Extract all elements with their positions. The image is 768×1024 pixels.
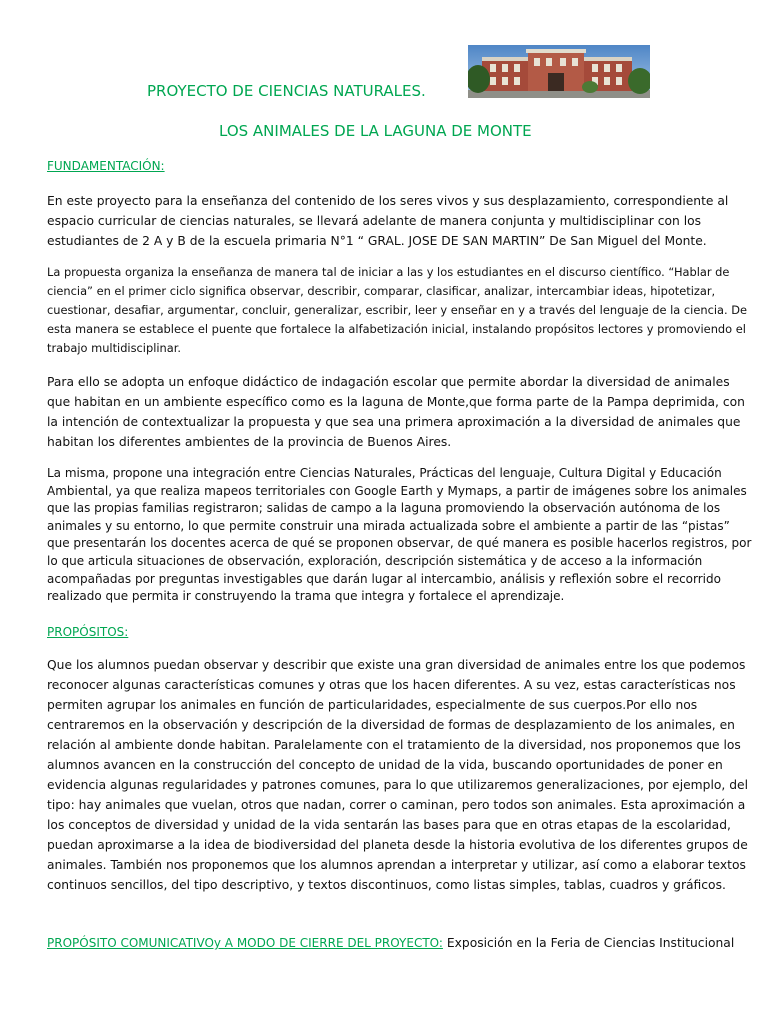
section-heading-cierre: PROPÓSITO COMUNICATIVOy A MODO DE CIERRE DEL PROYECTO:	[47, 936, 443, 950]
section-heading-fundamentacion: FUNDAMENTACIÓN:	[47, 159, 165, 173]
project-title: PROYECTO DE CIENCIAS NATURALES.	[147, 82, 426, 100]
cierre-text: Exposición en la Feria de Ciencias Institucional	[442, 936, 735, 950]
school-building-photo	[468, 45, 650, 98]
fundamentacion-paragraph-4: La misma, propone una integración entre Ciencias Naturales, Prácticas del lenguaje, Cultura Digital y Educación Ambiental, ya que realiza mapeos territoriales con Google Earth y Mymaps, a partir de imágenes sobre los animales que las propias familias registraron; salidas de campo a la laguna promoviendo la observación autónoma de los animales y su entorno, lo que permite construir una mirada actualizada sobre el ambiente a partir de las “pistas” que presentarán los docentes acerca de qué se proponen observar, de qué manera es posible hacerlos registros, por lo que articula situaciones de observación, exploración, descripción sistemática y de acceso a la información acompañadas por preguntas investigables que darán lugar al intercambio, análisis y reflexión sobre el recorrido realizado que permita ir construyendo la trama que integra y fortalece el aprendizaje.	[47, 466, 752, 604]
project-subtitle: LOS ANIMALES DE LA LAGUNA DE MONTE	[219, 122, 532, 140]
school-building-image	[468, 45, 650, 98]
fundamentacion-paragraph-1: En este proyecto para la enseñanza del contenido de los seres vivos y sus desplazamiento, correspondiente al espacio curricular de ciencias naturales, se llevará adelante de manera conjunta y multidisciplinar con los estudiantes de 2 A y B de la escuela primaria N°1 “ GRAL. JOSE DE SAN MARTIN” De San Miguel del Monte.	[47, 194, 729, 248]
section-heading-propositos: PROPÓSITOS:	[47, 625, 129, 639]
fundamentacion-paragraph-2: La propuesta organiza la enseñanza de manera tal de iniciar a las y los estudiantes en el discurso científico. “Hablar de ciencia” en el primer ciclo significa observar, describir, comparar, clasificar, analizar, intercambiar ideas, hipotetizar, cuestionar, desafiar, argumentar, concluir, generalizar, escribir, leer y enseñar en y a través del lenguaje de la ciencia. De esta manera se establece el puente que fortalece la alfabetización inicial, instalando propósitos lectores y promoviendo el trabajo multidisciplinar.	[47, 265, 747, 355]
fundamentacion-paragraph-3: Para ello se adopta un enfoque didáctico de indagación escolar que permite abordar la diversidad de animales que habitan en un ambiente específico como es la laguna de Monte,que forma parte de la Pampa deprimida, con la intención de contextualizar la propuesta y que sea una primera aproximación a la diversidad de animales que habitan los diferentes ambientes de la provincia de Buenos Aires.	[47, 375, 745, 449]
propositos-paragraph: Que los alumnos puedan observar y describir que existe una gran diversidad de animales entre los que podemos reconocer algunas características comunes y otras que los hacen diferentes. A su vez, estas características nos permiten agrupar los animales en función de particularidades, especialmente de sus cuerpos.Por ello nos centraremos en la observación y descripción de la diversidad de formas de desplazamiento de los animales, en relación al ambiente donde habitan. Paralelamente con el tratamiento de la diversidad, nos proponemos que los alumnos avancen en la construcción del concepto de unidad de la vida, buscando oportunidades de poner en evidencia algunas regularidades y patrones comunes, para lo que utilizaremos generalizaciones, por ejemplo, del tipo: hay animales que vuelan, otros que nadan, correr o caminan, pero todos son animales. Esta aproximación a los conceptos de diversidad y unidad de la vida sentarán las bases para que en otras etapas de la escolaridad, puedan aproximarse a la idea de biodiversidad del planeta desde la historia evolutiva de los diferentes grupos de animales. También nos proponemos que los alumnos aprendan a interpretar y utilizar, así como a elaborar textos continuos sencillos, del tipo descriptivo, y textos discontinuos, como listas simples, tablas, cuadros y gráficos.	[47, 658, 749, 892]
closing-line	[47, 933, 747, 954]
